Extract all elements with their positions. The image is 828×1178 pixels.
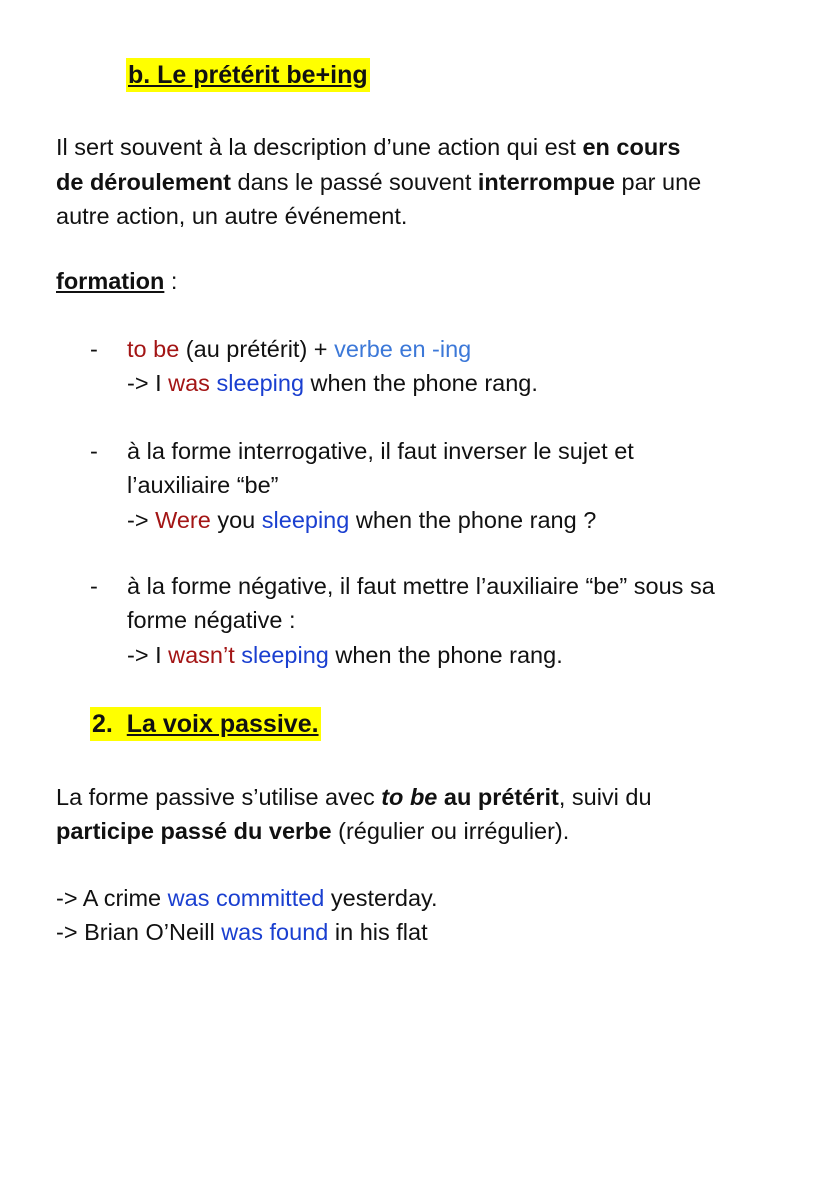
- example-rest: when the phone rang ?: [349, 507, 597, 533]
- bullet-2-line-1: à la forme interrogative, il faut inverser le sujet et: [127, 438, 634, 464]
- passive-text: , suivi du: [558, 784, 652, 810]
- bullet-dash: -: [90, 573, 98, 599]
- example-verb: sleeping: [241, 642, 329, 668]
- intro-line-1: [56, 130, 680, 164]
- bullet-dash: -: [90, 336, 98, 362]
- bullet-3-line-2: forme négative :: [127, 607, 296, 633]
- intro-text: dans le passé souvent: [230, 169, 478, 195]
- passive-to-be: to be: [381, 784, 438, 810]
- passive-line-1: [56, 780, 652, 814]
- intro-bold-en-cours: en cours: [582, 134, 681, 160]
- intro-text: par une: [615, 169, 702, 195]
- example-subject: you: [210, 507, 262, 533]
- intro-text: autre action, un autre événement.: [56, 203, 408, 229]
- example-rest: in his flat: [328, 919, 428, 945]
- example-prefix: -> I: [127, 370, 169, 396]
- formation-colon: :: [164, 268, 178, 294]
- example-verb: was committed: [167, 885, 325, 911]
- intro-text: Il sert souvent à la description d’une action qui est: [56, 134, 583, 160]
- example-rest: when the phone rang.: [304, 370, 538, 396]
- section-2-number: 2.: [92, 710, 113, 738]
- example-rest: when the phone rang.: [328, 642, 563, 668]
- to-be-term: to be: [127, 336, 180, 362]
- bullet-2-example: [127, 503, 596, 537]
- passive-text: (régulier ou irrégulier).: [331, 818, 570, 844]
- example-prefix: -> I: [127, 642, 169, 668]
- bullet-1-rule: [127, 332, 471, 366]
- section-2-title: La voix passive.: [126, 710, 319, 738]
- example-prefix: -> Brian O’Neill: [56, 919, 222, 945]
- example-rest: yesterday.: [324, 885, 438, 911]
- section-b-heading: [126, 58, 370, 92]
- example-verb: sleeping: [216, 370, 305, 396]
- bullet-1-example: [127, 366, 538, 400]
- example-auxiliary: was: [168, 370, 210, 396]
- passive-text: La forme passive s’utilise avec: [56, 784, 382, 810]
- bullet-3-example: [127, 638, 563, 672]
- formation-word: formation: [56, 268, 165, 294]
- example-verb: was found: [221, 919, 329, 945]
- example-prefix: ->: [127, 507, 156, 533]
- intro-line-3: [56, 199, 407, 233]
- passive-example-2: [56, 915, 428, 949]
- formation-label: [56, 264, 177, 298]
- bullet-dash: -: [90, 438, 98, 464]
- section-2-heading: [90, 707, 321, 741]
- intro-line-2: [56, 165, 701, 199]
- passive-example-1: [56, 881, 438, 915]
- example-verb: sleeping: [261, 507, 350, 533]
- rule-text: (au prétérit) +: [179, 336, 335, 362]
- example-prefix: -> A crime: [56, 885, 168, 911]
- example-auxiliary: Were: [155, 507, 211, 533]
- bullet-3-line-1: à la forme négative, il faut mettre l’auxiliaire “be” sous sa: [127, 573, 715, 599]
- intro-bold-deroulement: de déroulement: [56, 169, 231, 195]
- bullet-2-line-2: l’auxiliaire “be”: [127, 472, 279, 498]
- verbe-ing-term: verbe en -ing: [334, 336, 472, 362]
- section-b-title: b. Le prétérit be+ing: [128, 61, 368, 89]
- example-auxiliary: wasn’t: [168, 642, 235, 668]
- passive-au-preterit: au prétérit: [437, 784, 559, 810]
- passive-line-2: [56, 814, 569, 848]
- intro-bold-interrompue: interrompue: [477, 169, 616, 195]
- passive-participe: participe passé du verbe: [56, 818, 332, 844]
